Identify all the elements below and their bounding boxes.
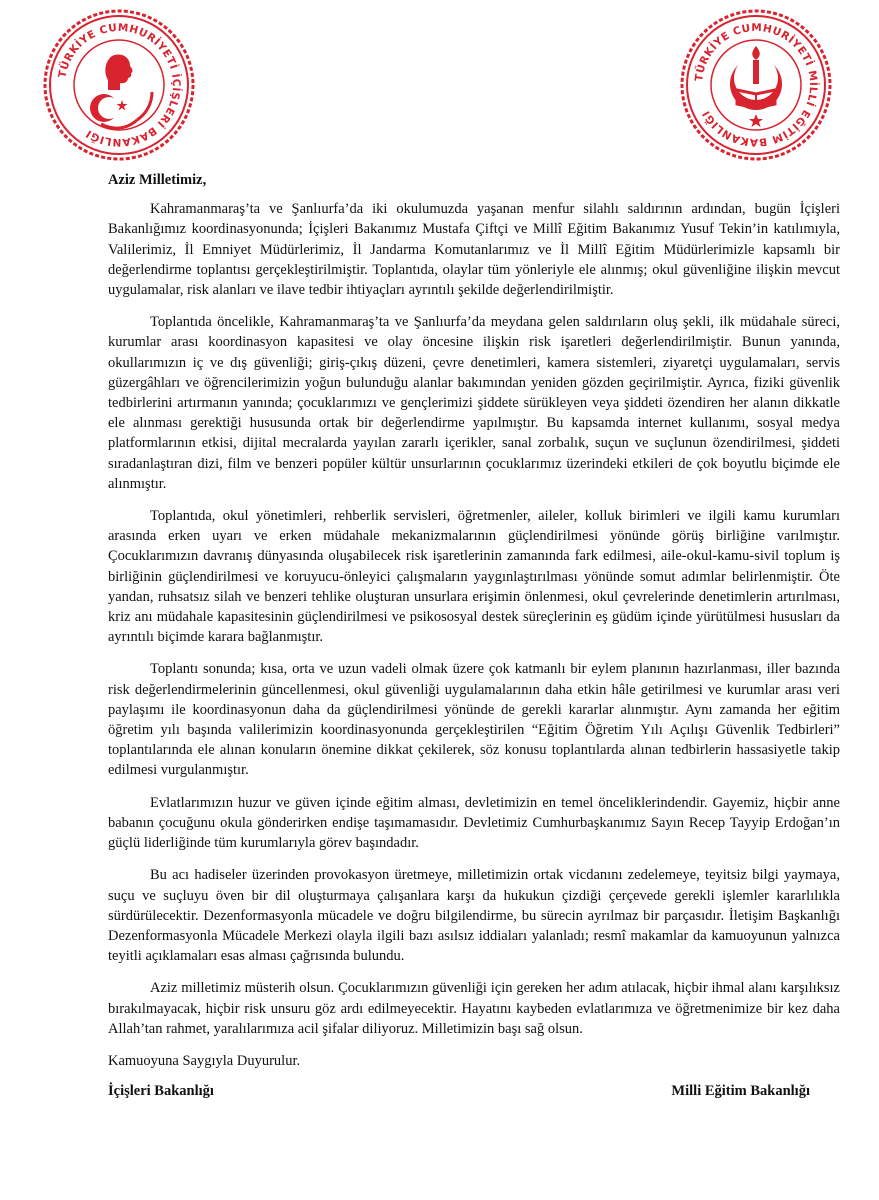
- education-seal-text: TÜRKİYE CUMHURİYETİ MİLLİ EĞİTİM BAKANLIĞI: [693, 21, 820, 149]
- education-ministry-seal: [679, 8, 833, 162]
- signature-education-ministry: Milli Eğitim Bakanlığı: [671, 1083, 810, 1100]
- education-ministry-emblem-icon: [679, 8, 833, 162]
- paragraph-1: Kahramanmaraş’ta ve Şanlıurfa’da iki okulumuzda yaşanan menfur silahlı saldırının ardından, bugün İçişleri Bakanlığımız koordinasyonunda; İçişleri Bakanımız Mustafa Çiftçi ve Millî Eğitim Bakanımız Yusuf Tekin’in katılımıyla, Valilerimiz, İl Emniyet Müdürlerimiz, İl Jandarma Komutanlarımız ve İl Millî Eğitim Müdürlerimizle kapsamlı bir değerlendirme toplantısı gerçekleştirilmiştir. Toplantıda, olaylar tüm yönleriyle ele alınmış; okul güvenliğine ilişkin mevcut uygulamalar, risk alanları ve ilave tedbir ihtiyaçları ayrıntılı şekilde değerlendirilmiştir.: [108, 201, 840, 299]
- interior-seal-text: TÜRKİYE CUMHURİYETİ İÇİŞLERİ BAKANLIĞI: [56, 21, 183, 149]
- letter-body: [108, 170, 840, 1101]
- interior-ministry-emblem-icon: [42, 8, 196, 162]
- paragraph-3: Toplantıda, okul yönetimleri, rehberlik servisleri, öğretmenler, aileler, kolluk birimleri ve ilgili kamu kurumları arasında erken uyarı ve erken müdahale mekanizmalarının güçlendirilmesi yönünde görüş birliğine varılmıştır. Çocuklarımızın davranış dünyasında oluşabilecek risk işaretlerinin zamanında fark edilmesi, aile-okul-kamu-sivil toplum iş birliğinin güçlendirilmesi ve koruyucu-önleyici çalışmaların yaygınlaştırılması yönünde somut adımlar belirlenmiştir. Öte yandan, ruhsatsız silah ve benzeri tehlike oluşturan unsurlara erişimin önlenmesi, okul çevrelerinde denetimlerin artırılması, kriz anı müdahale kapasitesinin güçlendirilmesi ve psikososyal destek süreçlerinin eş güdüm içinde yürütülmesi hususları da ayrıntılı biçimde karara bağlanmıştır.: [108, 508, 840, 646]
- paragraph-5: Evlatlarımızın huzur ve güven içinde eğitim alması, devletimizin en temel önceliklerindendir. Gayemiz, hiçbir anne babanın çocuğunu okula gönderirken endişe taşımamasıdır. Devletimiz Cumhurbaşkanımız Sayın Recep Tayyip Erdoğan’ın güçlü liderliğinde tüm kurumlarıyla görev başındadır.: [108, 794, 840, 852]
- paragraph-7: Aziz milletimiz müsterih olsun. Çocuklarımızın güvenliği için gereken her adım atılacak, hiçbir ihmal alanı karşılıksız bırakılmayacak, hiçbir risk unsuru göz ardı edilmeyecektir. Hayatını kaybeden evlatlarımıza ve öğretmenimize bir kez daha Allah’tan rahmet, yaralılarımıza acil şifalar diliyoruz. Milletimizin başı sağ olsun.: [108, 980, 840, 1037]
- closing-line: Kamuoyuna Saygıyla Duyurulur.: [108, 1052, 301, 1069]
- signature-block: [108, 1081, 840, 1101]
- paragraph-2: Toplantıda öncelikle, Kahramanmaraş’ta ve Şanlıurfa’da meydana gelen saldırıların oluş şekli, ilk müdahale süreci, kurumlar arası koordinasyon kapasitesi ve olay öncesine ilişkin risk işaretleri değerlendirilmiştir. Bunun yanında, okullarımızın iç ve dış güvenliği; giriş-çıkış düzeni, çevre denetimleri, kamera sistemleri, ziyaretçi uygulamaları, servis güzergâhları ve öğrencilerimizin yoğun bulunduğu alanlar bakımından yeniden gözden geçirilmiştir. Ayrıca, fiziki güvenlik tedbirlerini artırmanın yanında; çocuklarımızı ve gençlerimizi şiddete sürükleyen veya şiddeti özendiren her alanın dikkatle ele alınması gerektiği hususunda ortak bir değerlendirme yapılmıştır. Bu kapsamda internet kullanımı, sosyal medya platformlarının etkisi, dijital mecralarda yayılan zararlı içerikler, sanal zorbalık, suçun ve suçlunun özendirilmesi, şiddeti sıradanlaştıran dizi, film ve benzeri popüler kültür unsurlarının çocuklarımız üzerindeki etkileri de çok boyutlu biçimde ele alınmıştır.: [108, 314, 840, 492]
- paragraph-4: Toplantı sonunda; kısa, orta ve uzun vadeli olmak üzere çok katmanlı bir eylem planının hazırlanması, iller bazında risk değerlendirmelerinin güncellenmesi, okul güvenliği uygulamalarının daha etkin hâle getirilmesi ve kurumlar arası veri paylaşımı ile koordinasyonun daha da güçlendirilmesi yönünde de gerekli kararlar alınmıştır. Aynı zamanda her eğitim öğretim yılı başında valilerimizin koordinasyonunda gerçekleştirilen “Eğitim Öğretim Yılı Açılışı Güvenlik Tedbirleri” toplantılarında ele alınan konuların önemine dikkat çekilerek, söz konusu toplantılarda alınan tedbirlerin hassasiyetle takip edilmesi vurgulanmıştır.: [108, 661, 840, 779]
- salutation: Aziz Milletimiz,: [108, 172, 207, 188]
- signature-interior-ministry: İçişleri Bakanlığı: [108, 1083, 214, 1100]
- interior-ministry-seal: [42, 8, 196, 162]
- paragraph-6: Bu acı hadiseler üzerinden provokasyon üretmeye, milletimizin ortak vicdanını zedelemeye, teyitsiz bilgi yaymaya, suçu ve suçluyu öven bir dil oluşturmaya çalışanlara karşı da hukukun çizdiği çerçevede gerekli işlemler kararlılıkla sürdürülecektir. Dezenformasyonla mücadele ve doğru bilgilendirme, bu sürecin ayrılmaz bir parçasıdır. İletişim Başkanlığı Dezenformasyonla Mücadele Merkezi olayla ilgili bazı asılsız iddiaları yalanladı; resmî makamlar da kamuoyunun yalnızca teyitli açıklamaları esas alması çağrısında bulundu.: [108, 867, 840, 965]
